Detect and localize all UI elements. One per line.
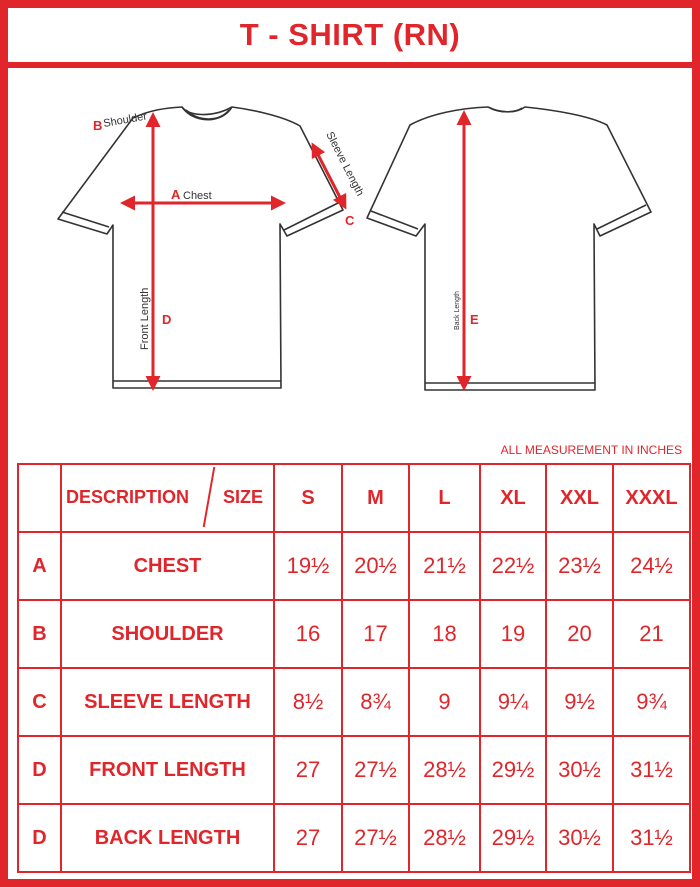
- measurement-value: 17: [342, 600, 409, 668]
- size-col-l: L: [409, 464, 480, 532]
- row-description: SHOULDER: [61, 600, 274, 668]
- measurement-value: 27½: [342, 804, 409, 872]
- description-size-header: [61, 464, 274, 532]
- size-chart-table: [17, 463, 691, 873]
- row-description: BACK LENGTH: [61, 804, 274, 872]
- label-shoulder: Shoulder: [102, 110, 148, 130]
- measurement-value: 29½: [480, 736, 546, 804]
- measurement-value: 18: [409, 600, 480, 668]
- size-col-s: S: [274, 464, 342, 532]
- size-header: SIZE: [222, 487, 263, 507]
- measurement-value: 31½: [613, 804, 690, 872]
- row-description: FRONT LENGTH: [61, 736, 274, 804]
- measurement-value: 20½: [342, 532, 409, 600]
- page-title: T - SHIRT (RN): [239, 17, 461, 52]
- measurement-value: 31½: [613, 736, 690, 804]
- measurement-note: ALL MEASUREMENT IN INCHES: [500, 443, 682, 457]
- measurement-value: 24½: [613, 532, 690, 600]
- measurement-value: 8½: [274, 668, 342, 736]
- measurement-value: 21: [613, 600, 690, 668]
- measurement-value: 29½: [480, 804, 546, 872]
- label-c-letter: C: [345, 213, 355, 228]
- measurement-value: 27: [274, 736, 342, 804]
- measurement-value: 19: [480, 600, 546, 668]
- size-col-xxxl: XXXL: [613, 464, 690, 532]
- label-b-letter: B: [93, 118, 103, 133]
- measurement-value: 27½: [342, 736, 409, 804]
- measurement-value: 9¾: [613, 668, 690, 736]
- label-d-letter: D: [162, 312, 172, 327]
- size-col-xl: XL: [480, 464, 546, 532]
- row-letter: A: [18, 532, 61, 600]
- table-row: [18, 600, 690, 668]
- row-letter: C: [18, 668, 61, 736]
- table-row: [18, 532, 690, 600]
- measurement-value: 27: [274, 804, 342, 872]
- measurement-value: 9: [409, 668, 480, 736]
- header-blank-cell: [18, 464, 61, 532]
- measurement-value: 9¼: [480, 668, 546, 736]
- title-bar: [8, 8, 692, 68]
- label-chest: Chest: [183, 190, 212, 202]
- table-row: [18, 804, 690, 872]
- row-letter: D: [18, 804, 61, 872]
- row-letter: D: [18, 736, 61, 804]
- size-col-m: M: [342, 464, 409, 532]
- measurement-value: 8¾: [342, 668, 409, 736]
- table-row: [18, 736, 690, 804]
- measurement-value: 30½: [546, 804, 613, 872]
- measurement-value: 21½: [409, 532, 480, 600]
- description-header: DESCRIPTION: [66, 487, 190, 507]
- label-e-letter: E: [470, 312, 479, 327]
- label-back-length: Back Length: [454, 291, 461, 330]
- table-row: [18, 668, 690, 736]
- header-divider: [203, 467, 216, 527]
- measurement-value: 20: [546, 600, 613, 668]
- label-a-letter: A: [171, 187, 181, 202]
- measurement-value: 28½: [409, 736, 480, 804]
- label-front-length: Front Length: [139, 287, 151, 350]
- table-header-row: [18, 464, 690, 532]
- size-col-xxl: XXL: [546, 464, 613, 532]
- row-description: CHEST: [61, 532, 274, 600]
- measurement-value: 28½: [409, 804, 480, 872]
- row-letter: B: [18, 600, 61, 668]
- measurement-value: 22½: [480, 532, 546, 600]
- measurement-value: 23½: [546, 532, 613, 600]
- measurement-value: 19½: [274, 532, 342, 600]
- row-description: SLEEVE LENGTH: [61, 668, 274, 736]
- measurement-value: 9½: [546, 668, 613, 736]
- measurement-value: 30½: [546, 736, 613, 804]
- label-sleeve-length: Sleeve Length: [323, 129, 366, 199]
- measurement-value: 16: [274, 600, 342, 668]
